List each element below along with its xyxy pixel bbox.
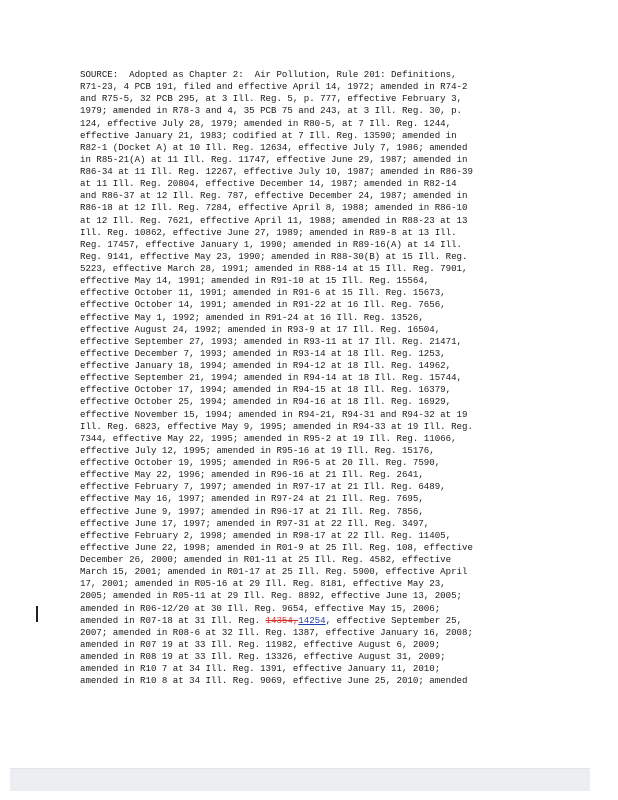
- text-line: effective October 14, 1991; amended in R91-22 at 16 Ill. Reg. 7656,: [80, 299, 446, 311]
- viewer-footer-bar: [10, 768, 590, 791]
- text-line: 2005; amended in R05-11 at 29 Ill. Reg. 8892, effective June 13, 2005;: [80, 590, 462, 602]
- text-line: effective September 27, 1993; amended in R93-11 at 17 Ill. Reg. 21471,: [80, 335, 462, 347]
- text-line: SOURCE: Adopted as Chapter 2: Air Pollution, Rule 201: Definitions,: [80, 69, 457, 80]
- text-line: effective November 15, 1994; amended in R94-21, R94-31 and R94-32 at 19: [80, 408, 468, 420]
- text-line: R86-34 at 11 Ill. Reg. 12267, effective July 10, 1987; amended in R86-39: [80, 166, 473, 177]
- text-line: 2007; amended in R08-6 at 32 Ill. Reg. 1387, effective January 16, 2008;: [80, 626, 473, 638]
- text-line: 5223, effective March 28, 1991; amended in R88-14 at 15 Ill. Reg. 7901,: [80, 263, 468, 274]
- text-line: amended in R06-12/20 at 30 Ill. Reg. 9654, effective May 15, 2006;: [80, 602, 441, 614]
- text-line: at 11 Ill. Reg. 20804, effective December 14, 1987; amended in R82-14: [80, 178, 457, 190]
- edited-line: [80, 615, 540, 627]
- text-line: effective May 22, 1996; amended in R96-16 at 21 Ill. Reg. 2641,: [80, 469, 424, 481]
- text-line: Reg. 9141, effective May 23, 1990; amended in R88-30(B) at 15 Ill. Reg.: [80, 250, 468, 262]
- text-line: Reg. 17457, effective January 1, 1990; amended in R89-16(A) at 14 Ill.: [80, 238, 462, 250]
- text-line: at 12 Ill. Reg. 7621, effective April 11, 1988; amended in R88-23 at 13: [80, 214, 468, 226]
- text-line: 7344, effective May 22, 1995; amended in R95-2 at 19 Ill. Reg. 11066,: [80, 432, 457, 444]
- text-line: effective February 7, 1997; amended in R97-17 at 21 Ill. Reg. 6489,: [80, 481, 446, 493]
- text-line: Ill. Reg. 6823, effective May 9, 1995; amended in R94-33 at 19 Ill. Reg.: [80, 420, 473, 432]
- text-line: amended in R07 19 at 33 Ill. Reg. 11982, effective August 6, 2009;: [80, 638, 441, 650]
- text-line: December 26, 2000; amended in R01-11 at 25 Ill. Reg. 4582, effective: [80, 554, 452, 565]
- text-line: effective October 17, 1994; amended in R94-15 at 18 Ill. Reg. 16379,: [80, 384, 452, 396]
- text-line: effective August 24, 1992; amended in R93-9 at 17 Ill. Reg. 16504,: [80, 323, 441, 335]
- text-line: effective May 14, 1991; amended in R91-10 at 15 Ill. Reg. 15564,: [80, 275, 430, 287]
- text-line: effective July 12, 1995; amended in R95-16 at 19 Ill. Reg. 15176,: [80, 444, 435, 456]
- text-line: effective June 22, 1998; amended in R01-9 at 25 Ill. Reg. 108, effective: [80, 541, 473, 553]
- text-line: effective May 1, 1992; amended in R91-24 at 16 Ill. Reg. 13526,: [80, 311, 424, 323]
- inserted-text: 14254: [298, 614, 326, 626]
- text-line: effective September 21, 1994; amended in R94-14 at 18 Ill. Reg. 15744,: [80, 372, 462, 384]
- edited-line-after: , effective September 25,: [325, 614, 463, 626]
- text-line: R86-18 at 12 Ill. Reg. 7284, effective April 8, 1988; amended in R86-10: [80, 202, 468, 214]
- text-line: Ill. Reg. 10862, effective June 27, 1989; amended in R89-8 at 13 Ill.: [80, 226, 457, 238]
- text-line: effective December 7, 1993; amended in R93-14 at 18 Ill. Reg. 1253,: [80, 347, 446, 359]
- text-line: R71-23, 4 PCB 191, filed and effective April 14, 1972; amended in R74-2: [80, 81, 468, 93]
- text-line: effective October 25, 1994; amended in R94-16 at 18 Ill. Reg. 16929,: [80, 396, 452, 408]
- text-line: effective June 17, 1997; amended in R97-31 at 22 Ill. Reg. 3497,: [80, 517, 430, 529]
- text-line: amended in R10 7 at 34 Ill. Reg. 1391, effective January 11, 2010;: [80, 663, 441, 675]
- text-line: and R86-37 at 12 Ill. Reg. 787, effective December 24, 1987; amended in: [80, 190, 468, 202]
- text-line: in R85-21(A) at 11 Ill. Reg. 11747, effective June 29, 1987; amended in: [80, 153, 468, 165]
- text-line: effective June 9, 1997; amended in R96-17 at 21 Ill. Reg. 7856,: [80, 505, 424, 517]
- text-line: effective January 18, 1994; amended in R94-12 at 18 Ill. Reg. 14962,: [80, 360, 452, 371]
- text-line: effective February 2, 1998; amended in R98-17 at 22 Ill. Reg. 11405,: [80, 529, 452, 541]
- text-line: effective October 11, 1991; amended in R91-6 at 15 Ill. Reg. 15673,: [80, 287, 446, 299]
- text-line: amended in R08 19 at 33 Ill. Reg. 13326, effective August 31, 2009;: [80, 651, 446, 662]
- text-line: effective May 16, 1997; amended in R97-24 at 21 Ill. Reg. 7695,: [80, 493, 424, 505]
- revision-change-bar: [36, 606, 38, 622]
- text-line: 1979; amended in R78-3 and 4, 35 PCB 75 and 243, at 3 Ill. Reg. 30, p.: [80, 105, 462, 117]
- text-line: 124, effective July 28, 1979; amended in R80-5, at 7 Ill. Reg. 1244,: [80, 117, 452, 129]
- text-line: March 15, 2001; amended in R01-17 at 25 Ill. Reg. 5900, effective April: [80, 566, 468, 578]
- edited-line-before: amended in R07-18 at 31 Ill. Reg.: [80, 614, 266, 626]
- text-line: R82-1 (Docket A) at 10 Ill. Reg. 12634, effective July 7, 1986; amended: [80, 141, 468, 153]
- deleted-text: 14354,: [265, 614, 299, 626]
- text-line: 17, 2001; amended in R05-16 at 29 Ill. Reg. 8181, effective May 23,: [80, 578, 446, 590]
- text-line: effective January 21, 1983; codified at 7 Ill. Reg. 13590; amended in: [80, 129, 457, 141]
- text-line: amended in R10 8 at 34 Ill. Reg. 9069, effective June 25, 2010; amended: [80, 675, 468, 687]
- text-line: effective October 19, 1995; amended in R96-5 at 20 Ill. Reg. 7590,: [80, 457, 441, 468]
- text-line: and R75-5, 32 PCB 295, at 3 Ill. Reg. 5, p. 777, effective February 3,: [80, 93, 462, 105]
- source-note: [80, 69, 540, 687]
